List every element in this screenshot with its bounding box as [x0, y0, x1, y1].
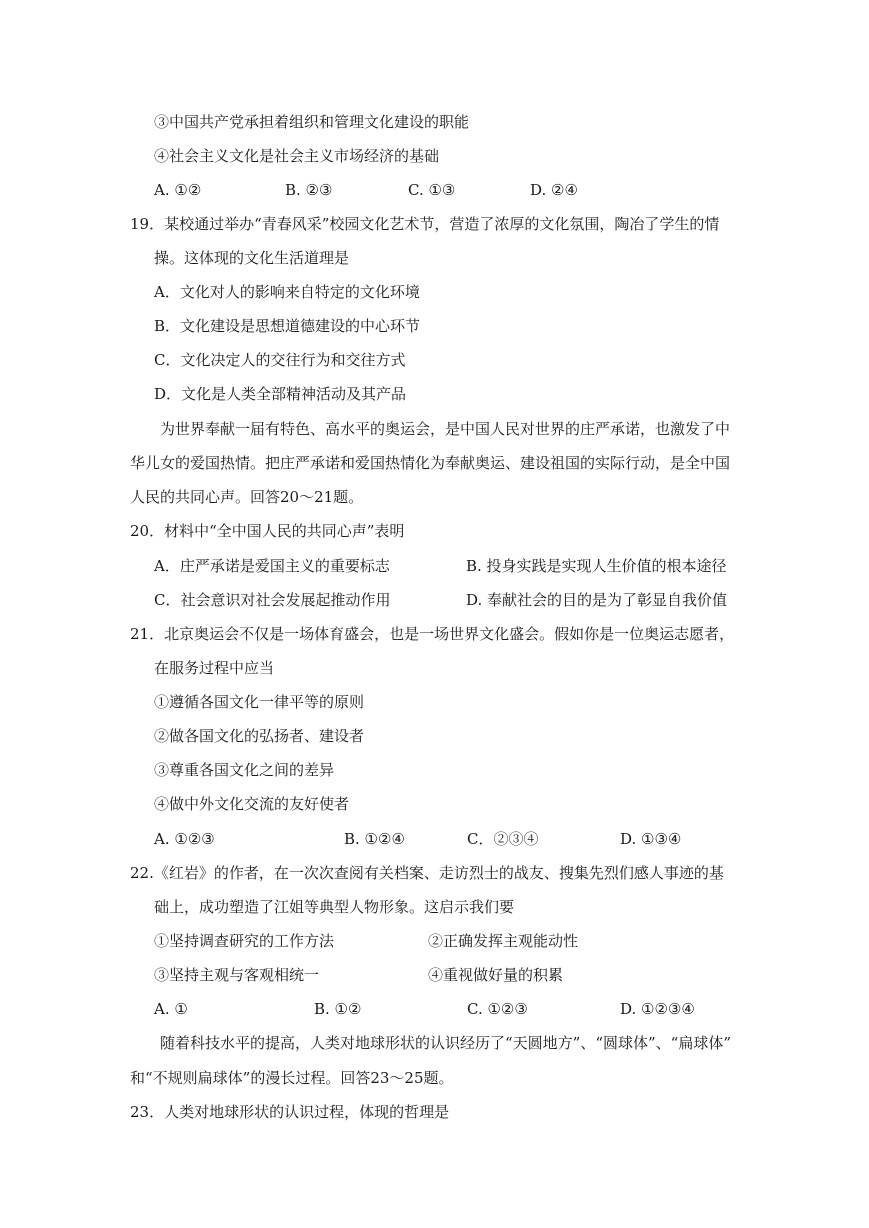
q18-option-d: D. ②④: [530, 181, 578, 199]
q18-option-b: B. ②③: [285, 181, 333, 199]
q19-option-b: B．文化建设是思想道德建设的中心环节: [154, 317, 421, 335]
q19-stem-line1: 19．某校通过举办“青春风采”校园文化艺术节，营造了浓厚的文化氛围，陶冶了学生的情: [130, 215, 720, 233]
q18-item-3: ③中国共产党承担着组织和管理文化建设的职能: [154, 113, 470, 131]
q21-item-3: ③尊重各国文化之间的差异: [154, 761, 335, 779]
material1-line1: 为世界奉献一届有特色、高水平的奥运会，是中国人民对世界的庄严承诺，也激发了中: [160, 420, 731, 438]
q21-stem-line2: 在服务过程中应当: [154, 659, 275, 677]
q22-stem-line2: 础上，成功塑造了江姐等典型人物形象。这启示我们要: [154, 898, 515, 916]
q22-item-2: ②正确发挥主观能动性: [428, 932, 579, 950]
q19-option-d: D．文化是人类全部精神活动及其产品: [154, 385, 407, 403]
material2-line1: 随着科技水平的提高，人类对地球形状的认识经历了“天圆地方”、“圆球体”、“扁球体”: [160, 1034, 732, 1052]
material2-line2: 和“不规则扁球体”的漫长过程。回答23～25题。: [130, 1069, 454, 1087]
q22-item-3: ③坚持主观与客观相统一: [154, 966, 320, 984]
q23-stem: 23．人类对地球形状的认识过程，体现的哲理是: [130, 1103, 450, 1121]
q22-item-4: ④重视做好量的积累: [428, 966, 564, 984]
q20-stem: 20．材料中“全中国人民的共同心声”表明: [130, 522, 405, 540]
q18-option-c: C. ①③: [408, 181, 456, 199]
q21-option-c: C．②③④: [467, 830, 539, 848]
q20-option-d: D. 奉献社会的目的是为了彰显自我价值: [466, 591, 728, 609]
q19-option-a: A．文化对人的影响来自特定的文化环境: [154, 283, 420, 301]
q22-option-d: D. ①②③④: [620, 1000, 695, 1018]
q21-item-1: ①遵循各国文化一律平等的原则: [154, 693, 365, 711]
q19-stem-line2: 操。这体现的文化生活道理是: [154, 249, 350, 267]
q18-item-4: ④社会主义文化是社会主义市场经济的基础: [154, 147, 440, 165]
material1-line3: 人民的共同心声。回答20～21题。: [130, 488, 364, 506]
q21-option-b: B. ①②④: [344, 830, 405, 848]
q20-option-b: B. 投身实践是实现人生价值的根本途径: [466, 557, 727, 575]
q21-stem-line1: 21．北京奥运会不仅是一场体育盛会，也是一场世界文化盛会。假如你是一位奥运志愿者，: [130, 625, 735, 643]
q21-option-d: D. ①③④: [620, 830, 682, 848]
q21-item-4: ④做中外文化交流的友好使者: [154, 795, 350, 813]
q21-item-2: ②做各国文化的弘扬者、建设者: [154, 727, 365, 745]
q18-option-a: A. ①②: [154, 181, 202, 199]
q22-stem-line1: 22.《红岩》的作者，在一次次查阅有关档案、走访烈士的战友、搜集先烈们感人事迹的基: [130, 864, 724, 882]
q21-option-a: A. ①②③: [154, 830, 215, 848]
q20-option-a: A．庄严承诺是爱国主义的重要标志: [154, 557, 390, 575]
q22-option-a: A. ①: [154, 1000, 188, 1018]
material1-line2: 华儿女的爱国热情。把庄严承诺和爱国热情化为奉献奥运、建设祖国的实际行动，是全中国: [130, 454, 731, 472]
q22-option-c: C. ①②③: [467, 1000, 528, 1018]
q22-option-b: B. ①②: [314, 1000, 362, 1018]
q19-option-c: C．文化决定人的交往行为和交往方式: [154, 351, 406, 369]
q22-item-1: ①坚持调查研究的工作方法: [154, 932, 335, 950]
q20-option-c: C．社会意识对社会发展起推动作用: [154, 591, 391, 609]
